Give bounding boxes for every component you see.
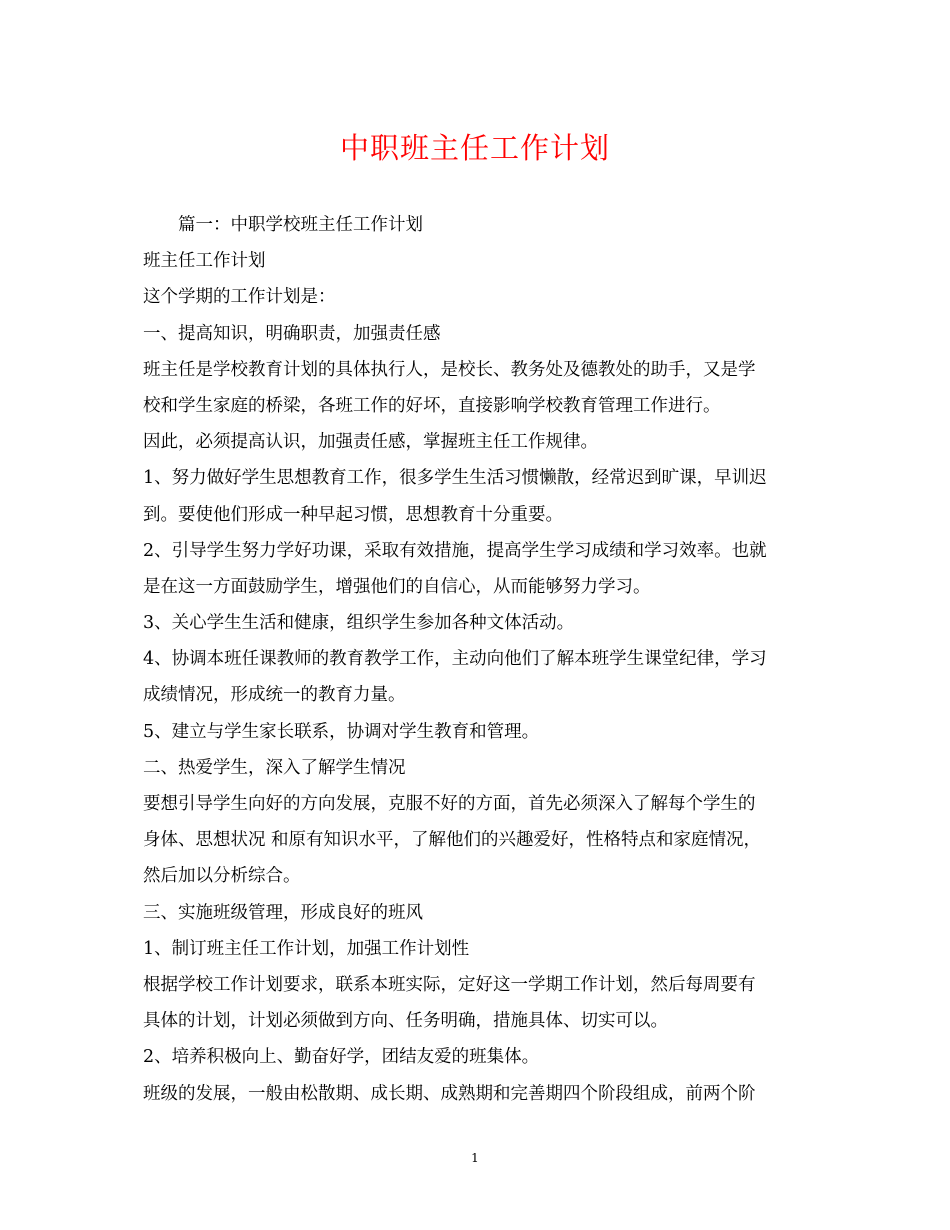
text-line: 是在这一方面鼓励学生，增强他们的自信心，从而能够努力学习。	[143, 576, 651, 597]
document-body	[143, 207, 811, 1112]
text-line: 根据学校工作计划要求，联系本班实际，定好这一学期工作计划，然后每周要有	[143, 974, 756, 995]
text-line: 然后加以分析综合。	[143, 866, 301, 887]
text-line: 校和学生家庭的桥梁，各班工作的好坏，直接影响学校教育管理工作进行。	[143, 395, 721, 416]
text-line: 3、关心学生生活和健康，组织学生参加各种文体活动。	[143, 613, 575, 634]
text-line: 成绩情况，形成统一的教育力量。	[143, 685, 406, 706]
page-number: 1	[471, 1151, 479, 1165]
text-line: 2、培养积极向上、勤奋好学，团结友爱的班集体。	[143, 1047, 540, 1068]
text-line: 1、努力做好学生思想教育工作，很多学生生活习惯懒散，经常迟到旷课，早训迟	[143, 468, 767, 489]
text-line: 班级的发展，一般由松散期、成长期、成熟期和完善期四个阶段组成，前两个阶	[143, 1083, 756, 1104]
text-line: 2、引导学生努力学好功课，采取有效措施，提高学生学习成绩和学习效率。也就	[143, 540, 767, 561]
text-line: 这个学期的工作计划是：	[143, 287, 336, 308]
text-line: 班主任是学校教育计划的具体执行人，是校长、教务处及德教处的助手，又是学	[143, 359, 756, 380]
text-line: 1、制订班主任工作计划，加强工作计划性	[143, 938, 470, 959]
text-line: 三、实施班级管理，形成良好的班风	[143, 902, 423, 923]
text-line: 班主任工作计划	[143, 251, 266, 272]
text-line: 具体的计划，计划必须做到方向、任务明确，措施具体、切实可以。	[143, 1011, 668, 1032]
text-line: 因此，必须提高认识，加强责任感，掌握班主任工作规律。	[143, 432, 598, 453]
text-line: 一、提高知识，明确职责，加强责任感	[143, 323, 441, 344]
section-heading: 篇一：中职学校班主任工作计划	[178, 215, 423, 235]
text-line: 到。要使他们形成一种早起习惯，思想教育十分重要。	[143, 504, 563, 525]
text-line: 5、建立与学生家长联系，协调对学生教育和管理。	[143, 721, 540, 742]
text-line: 二、热爱学生，深入了解学生情况	[143, 757, 406, 778]
text-line: 4、协调本班任课教师的教育教学工作，主动向他们了解本班学生课堂纪律，学习	[143, 649, 767, 670]
document-title: 中职班主任工作计划	[339, 131, 610, 165]
text-line: 身体、思想状况 和原有知识水平，了解他们的兴趣爱好，性格特点和家庭情况，	[143, 830, 762, 851]
text-line: 要想引导学生向好的方向发展，克服不好的方面，首先必须深入了解每个学生的	[143, 794, 756, 814]
